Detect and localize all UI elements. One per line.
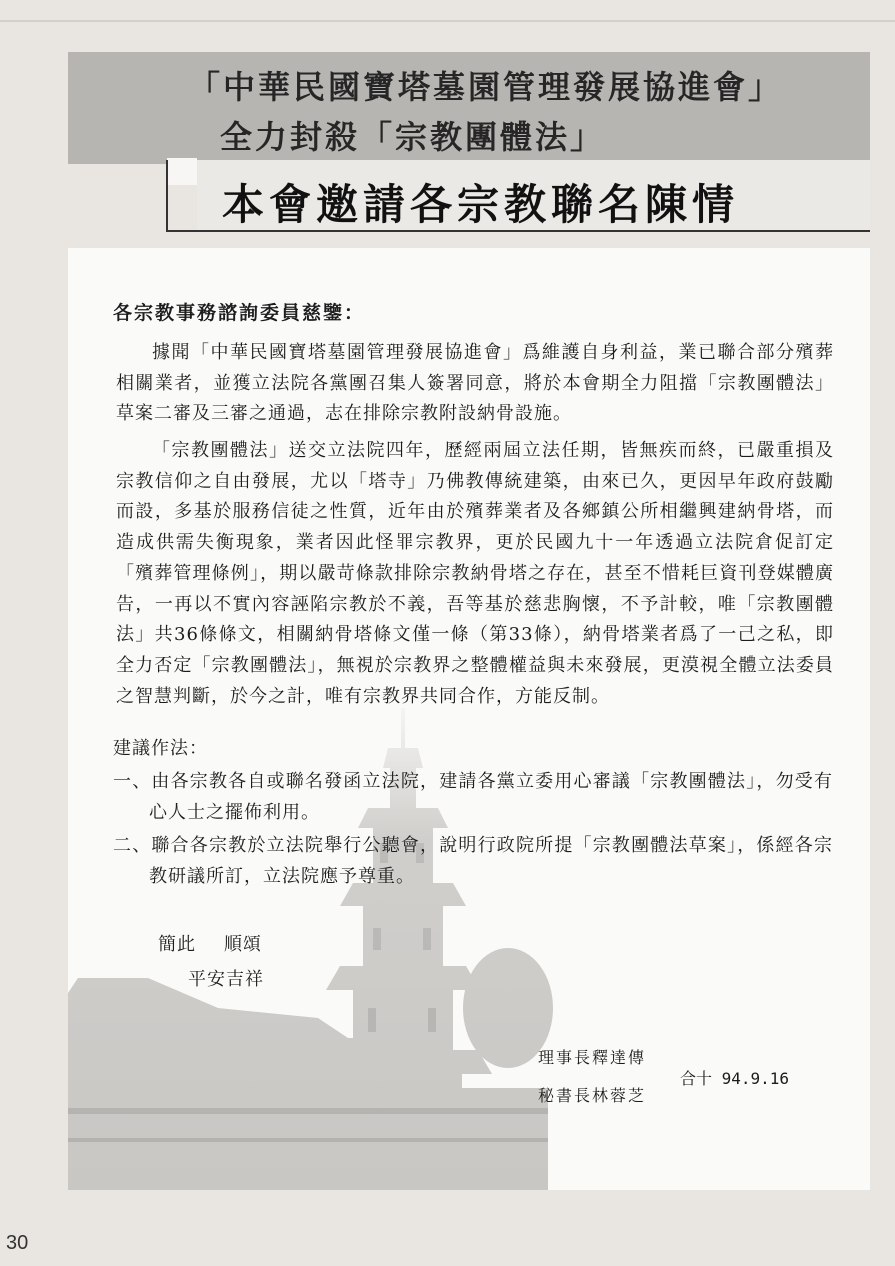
signatory-chairman: 理事長釋達傳 bbox=[538, 1048, 647, 1067]
closing-phrase-1: 簡此 bbox=[158, 934, 196, 955]
suggestion-item-1: 一、由各宗教各自或聯名發函立法院，建請各黨立委用心審議「宗教團體法」，勿受有心人士之擺佈利用。 bbox=[113, 771, 833, 823]
suggestions-label: 建議作法： bbox=[113, 738, 208, 759]
signature-date: 合十 94.9.16 bbox=[680, 1069, 790, 1088]
top-rule bbox=[0, 20, 895, 22]
letter-panel bbox=[68, 248, 870, 1190]
page-number: 30 bbox=[6, 1232, 29, 1254]
title-line-2: 全力封殺「宗教團體法」 bbox=[220, 118, 606, 156]
closing-line-2: 平安吉祥 bbox=[188, 969, 264, 990]
title-line-1: 「中華民國寶塔墓園管理發展協進會」 bbox=[188, 68, 784, 106]
letter-paragraph-2: 「宗教團體法」送交立法院四年，歷經兩屆立法任期，皆無疾而終，已嚴重損及宗教信仰之自由發展，尤以「塔寺」乃佛教傳統建築，由來已久，更因早年政府鼓勵而設，多基於服務信徒之性質，近年由於殯葬業者及各鄉鎮公所相繼興建納骨塔，而造成供需失衡現象，業者因此怪罪宗教界，更於民國九十一年透過立法院倉促訂定「殯葬管理條例」，期以嚴苛條款排除宗教納骨塔之存在，甚至不惜耗巨資刊登媒體廣告，一再以不實內容誣陷宗教於不義，吾等基於慈悲胸懷，不予計較，唯「宗教團體法」共36條條文，相關納骨塔條文僅一條（第33條），納骨塔業者爲了一己之私，即全力否定「宗教團體法」，無視於宗教界之整體權益與未來發展，更漠視全體立法委員之智慧判斷，於今之計，唯有宗教界共同合作，方能反制。 bbox=[116, 440, 834, 707]
closing-line-1 bbox=[158, 930, 262, 956]
salutation: 各宗教事務諮詢委員慈鑒： bbox=[113, 302, 366, 324]
letter-paragraph-1: 據聞「中華民國寶塔墓園管理發展協進會」爲維護自身利益，業已聯合部分殯葬相關業者，並獲立法院各黨團召集人簽署同意，將於本會期全力阻擋「宗教團體法」草案二審及三審之通過，志在排除宗教附設納骨設施。 bbox=[116, 342, 834, 425]
suggestion-item-2: 二、聯合各宗教於立法院舉行公聽會，說明行政院所提「宗教團體法草案」，係經各宗教研議所訂，立法院應予尊重。 bbox=[113, 835, 833, 887]
main-heading: 本會邀請各宗教聯名陳情 bbox=[222, 180, 740, 229]
heading-notch bbox=[167, 158, 197, 185]
closing-phrase-2: 順頌 bbox=[224, 934, 262, 955]
heading-rule-vertical bbox=[166, 160, 168, 232]
signatory-secretary: 秘書長林蓉芝 bbox=[538, 1086, 647, 1105]
